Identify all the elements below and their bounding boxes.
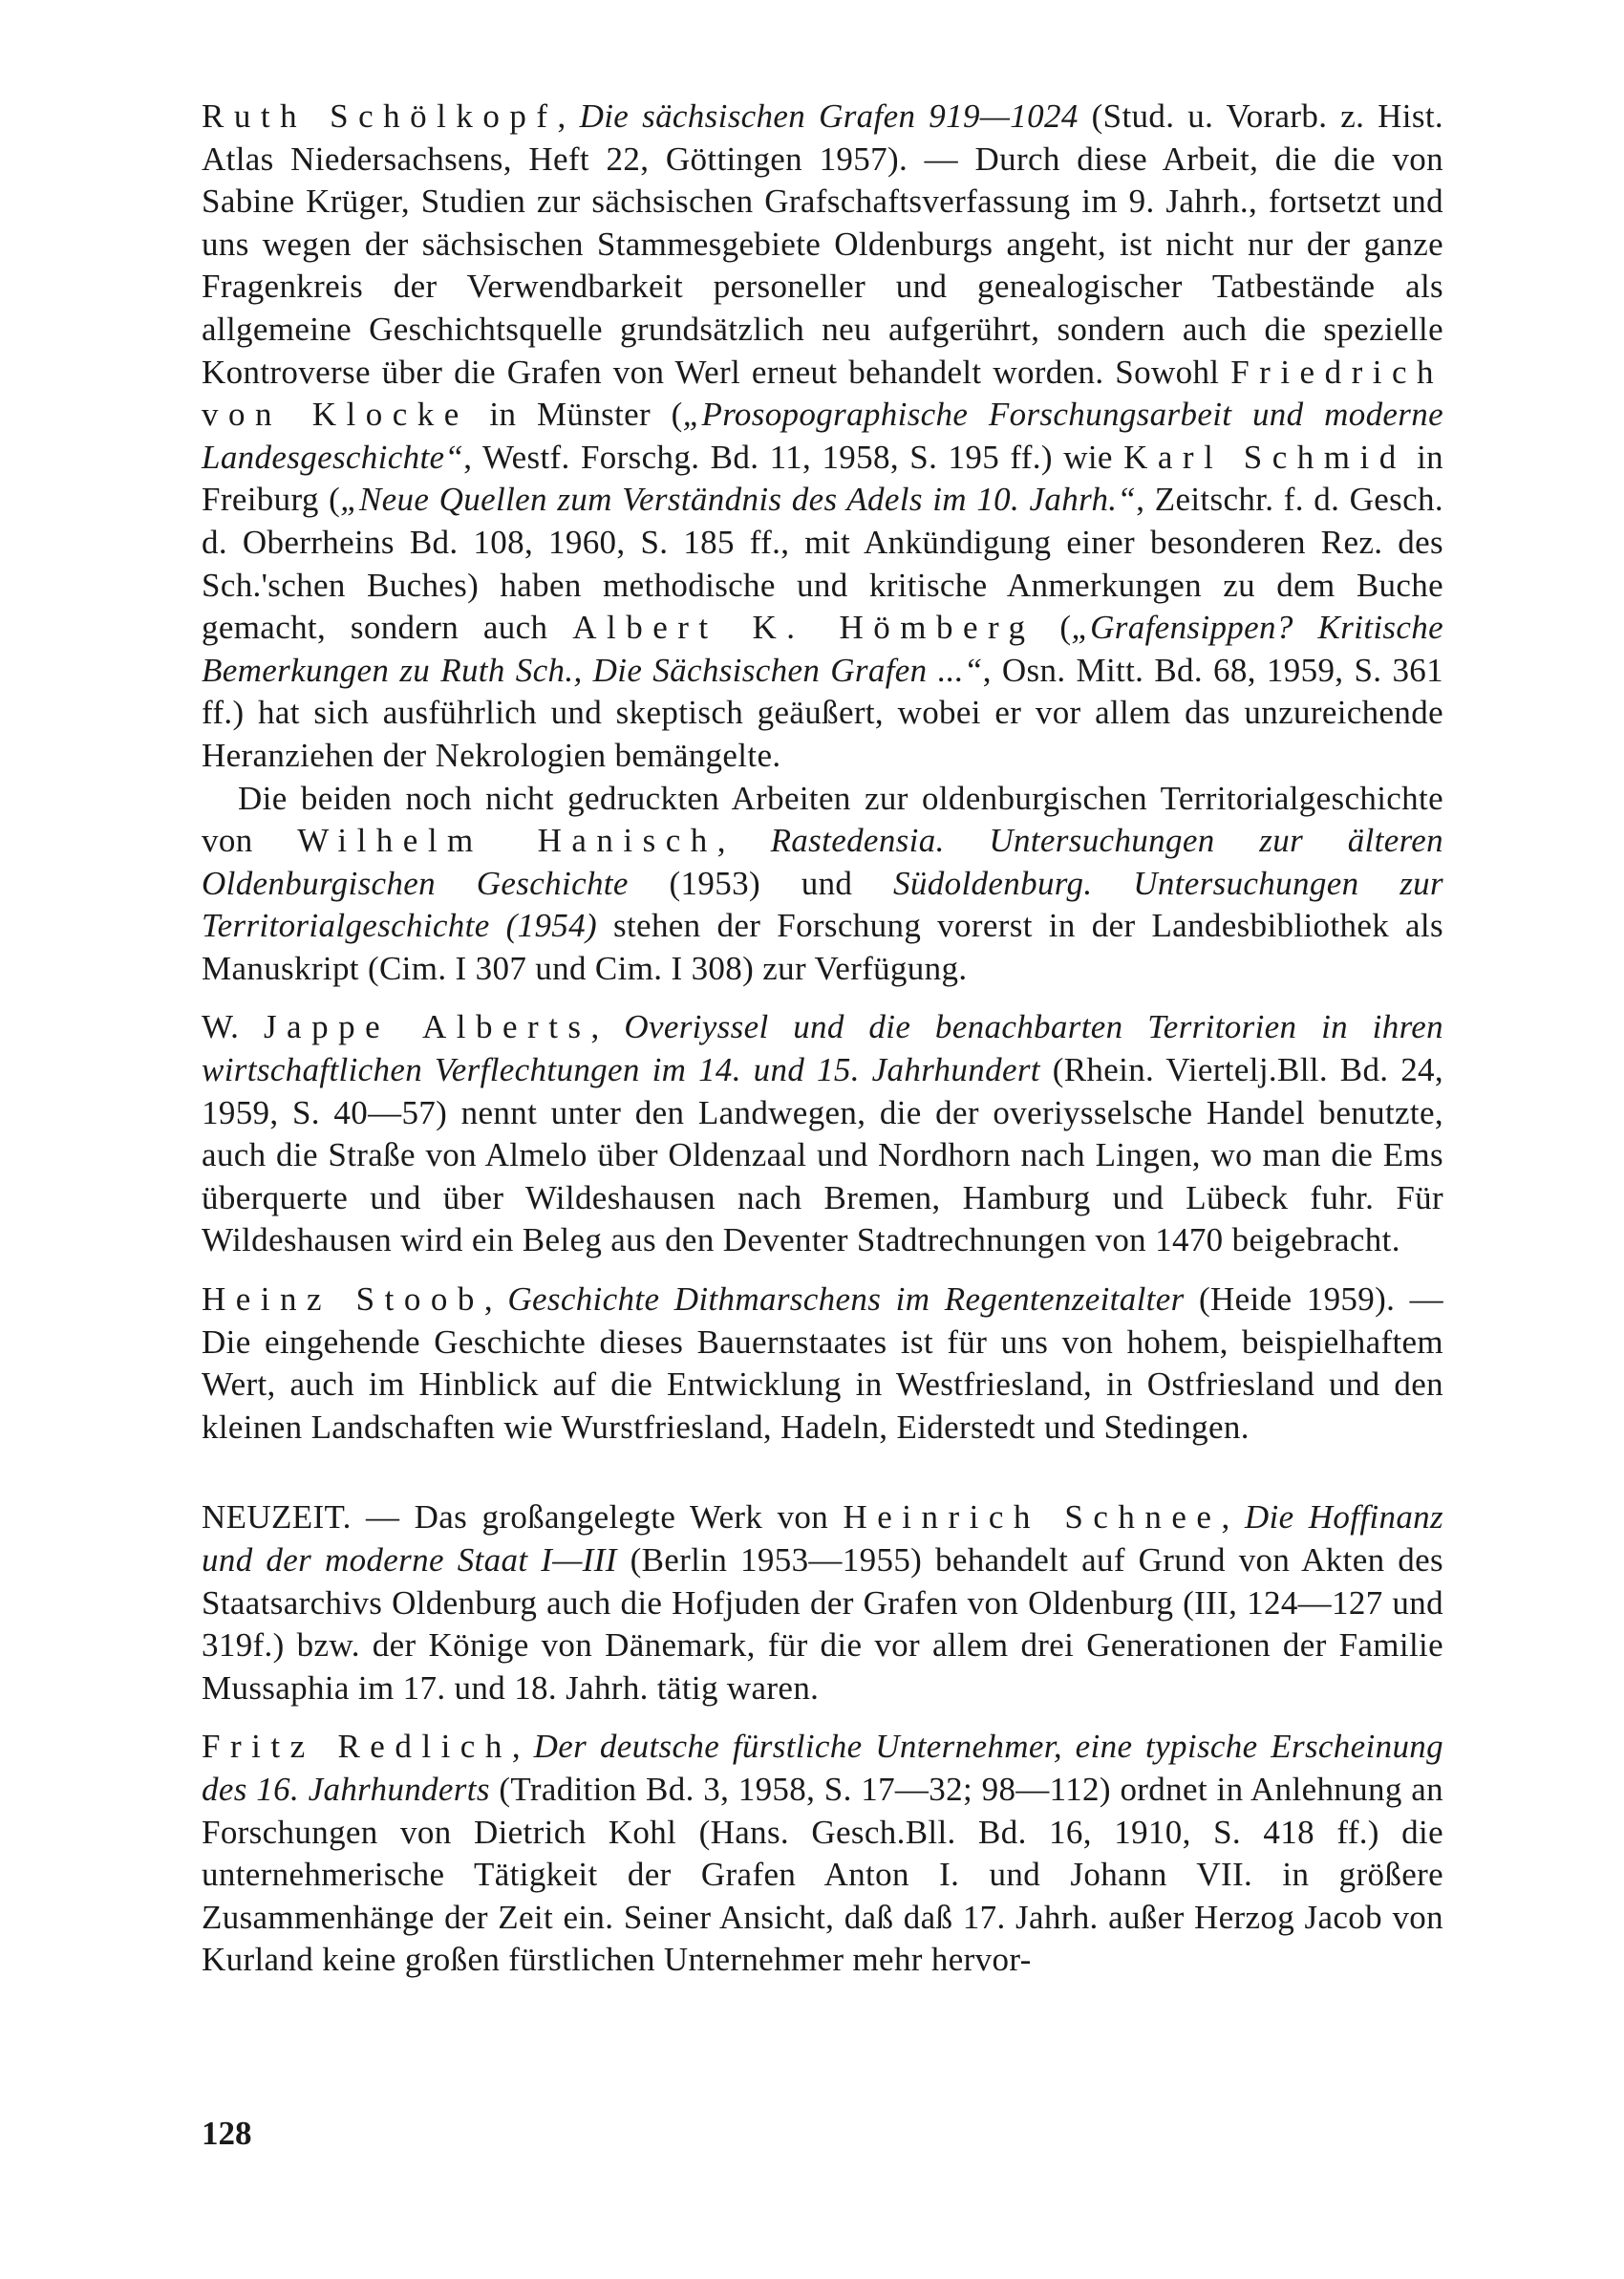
text-run: , Zeitschr. f. d. Gesch. d. Oberrheins Bd. 108, 1960, S. 185 ff., mit Ankündigung einer besonderen Rez. des Sch.'schen Buches) haben methodische und kritische Anmerkungen zu dem Buche gemacht, sondern auch bbox=[202, 481, 1443, 647]
work-title: Geschichte Dithmarschens im Regentenzeitalter bbox=[507, 1280, 1185, 1319]
work-title: Südoldenburg. Untersuchungen zur Territorialgeschichte (1954) bbox=[202, 864, 1443, 945]
text-run: , bbox=[511, 1728, 534, 1766]
page-number: 128 bbox=[202, 2115, 252, 2152]
text-run: (Heide 1959). — Die eingehende Geschichte dieses Bauernstaates ist für uns von hohem, beispielhaftem Wert, auch im Hinblick auf die Entwicklung in Westfriesland, in Ostfriesland und den kleinen Landschaften wie Wurstfriesland, Hadeln, Eiderstedt und Stedingen. bbox=[202, 1280, 1443, 1446]
work-title: Die Hoffinanz und der moderne Staat I—III bbox=[202, 1498, 1443, 1579]
text-run: , bbox=[557, 97, 580, 135]
author-name: Wilhelm Hanisch bbox=[297, 822, 717, 860]
work-title: Overiyssel und die benachbarten Territorien in ihren wirtschaftlichen Verflechtungen im 14. und 15. Jahrhundert bbox=[202, 1008, 1443, 1089]
text-run: Die beiden noch nicht gedruckten Arbeiten zur oldenburgischen Territorialgeschichte von bbox=[202, 779, 1443, 860]
text-run: W. bbox=[202, 1008, 264, 1046]
text-run: NEUZEIT. — Das großangelegte Werk von bbox=[202, 1498, 844, 1537]
work-title: Rastedensia. Untersuchungen zur älteren Oldenburgischen Geschichte bbox=[202, 822, 1443, 902]
author-name: Fritz Redlich bbox=[202, 1728, 512, 1766]
work-title: „Grafensippen? Kritische Bemerkungen zu Ruth Sch., Die Sächsischen Grafen ...“ bbox=[202, 609, 1444, 689]
author-name: Karl Schmid bbox=[1123, 438, 1406, 476]
paragraph-schnee bbox=[202, 1496, 1443, 1709]
text-run: ( bbox=[1035, 609, 1072, 647]
author-name: Albert K. Hömberg bbox=[572, 609, 1036, 647]
text-run: (Berlin 1953—1955) behandelt auf Grund von Akten des Staatsarchivs Oldenburg auch die Hofjuden der Grafen von Oldenburg (III, 124—127 und 319f.) bzw. der Könige von Dänemark, für die vor allem drei Generationen der Familie Mussaphia im 17. und 18. Jahrh. tätig waren. bbox=[202, 1541, 1443, 1707]
text-run: , bbox=[590, 1008, 625, 1046]
work-title: „Neue Quellen zum Verständnis des Adels im 10. Jahrh.“ bbox=[340, 481, 1137, 519]
author-name: Jappe Alberts bbox=[263, 1008, 591, 1046]
text-run: , bbox=[1221, 1498, 1245, 1537]
work-title: „Prosopographische Forschungsarbeit und moderne Landesgeschichte“ bbox=[202, 396, 1444, 476]
paragraph-stoob bbox=[202, 1279, 1443, 1449]
text-run: (Rhein. Viertelj.Bll. Bd. 24, 1959, S. 40—57) nennt unter den Landwegen, die der overiysselsche Handel benutzte, auch die Straße von Almelo über Oldenzaal und Nordhorn nach Lingen, wo man die Ems überquerte und über Wildeshausen nach Bremen, Hamburg und Lübeck fuhr. Für Wildeshausen wird ein Beleg aus den Deventer Stadtrechnungen von 1470 beigebracht. bbox=[202, 1051, 1444, 1259]
paragraph-redlich bbox=[202, 1726, 1443, 1982]
text-run: , Osn. Mitt. Bd. 68, 1959, S. 361 ff.) hat sich ausführlich und skeptisch geäußert, wobei er vor allem das unzureichende Heranziehen der Nekrologien bemängelte. bbox=[202, 651, 1443, 774]
author-name: Heinz Stoob bbox=[202, 1280, 484, 1319]
text-run: stehen der Forschung vorerst in der Landesbibliothek als Manuskript (Cim. I 307 und Cim. I 308) zur Verfügung. bbox=[202, 907, 1443, 987]
text-run: , bbox=[483, 1280, 508, 1319]
author-name: Friedrich von Klocke bbox=[202, 353, 1443, 434]
text-run: (Stud. u. Vorarb. z. Hist. Atlas Niedersachsens, Heft 22, Göttingen 1957). — Durch diese Arbeit, die die von Sabine Krüger, Studien zur sächsischen Grafschaftsverfassung im 9. Jahrh., fortsetzt und uns wegen der sächsischen Stammesgebiete Oldenburgs angeht, ist nicht nur der ganze Fragenkreis der Verwendbarkeit personeller und genealogischer Tatbestände als allgemeine Geschichtsquelle grundsätzlich neu aufgerührt, sondern auch die spezielle Kontroverse über die Grafen von Werl erneut behandelt worden. Sowohl bbox=[202, 97, 1444, 391]
work-title: Der deutsche fürstliche Unternehmer, eine typische Erscheinung des 16. Jahrhunderts bbox=[202, 1728, 1444, 1808]
paragraph-hanisch bbox=[202, 778, 1443, 991]
author-name: Ruth Schölkopf bbox=[202, 97, 558, 135]
author-name: Heinrich Schnee bbox=[843, 1498, 1222, 1537]
paragraph-schoelkopf bbox=[202, 96, 1443, 778]
text-run: , bbox=[716, 822, 771, 860]
work-title: Die sächsischen Grafen 919—1024 bbox=[579, 97, 1079, 135]
text-run: in Freiburg ( bbox=[202, 438, 1444, 519]
text-run: , Westf. Forschg. Bd. 11, 1958, S. 195 ff.) wie bbox=[463, 438, 1124, 476]
text-run: (1953) und bbox=[628, 864, 894, 902]
paragraph-alberts bbox=[202, 1006, 1443, 1262]
text-run: (Tradition Bd. 3, 1958, S. 17—32; 98—112) ordnet in Anlehnung an Forschungen von Dietrich Kohl (Hans. Gesch.Bll. Bd. 16, 1910, S. 418 ff.) die unternehmerische Tätigkeit der Grafen Anton I. und Johann VII. in größere Zusammenhänge der Zeit ein. Seiner Ansicht, daß daß 17. Jahrh. außer Herzog Jacob von Kurland keine großen fürstlichen Unternehmer mehr hervor- bbox=[202, 1770, 1443, 1979]
document-page bbox=[202, 96, 1443, 1982]
text-run: in Münster ( bbox=[468, 396, 683, 434]
